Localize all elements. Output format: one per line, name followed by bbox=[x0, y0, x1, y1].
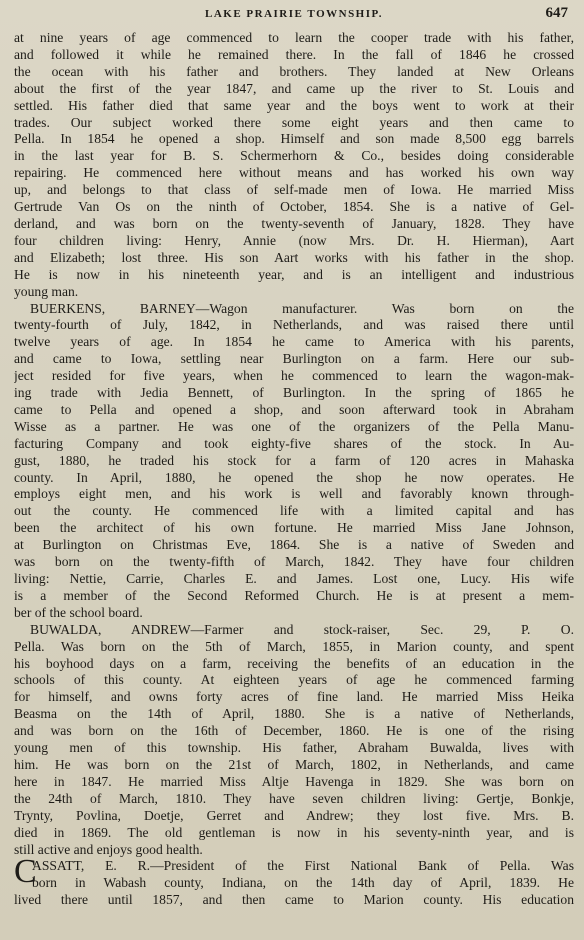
drop-cap: C bbox=[14, 853, 37, 891]
text-line: ber of the school board. bbox=[14, 604, 143, 620]
text-line: young man. bbox=[14, 283, 79, 299]
text-line: county. In April, 1880, he opened the shop he now operates. He bbox=[14, 469, 574, 485]
body-text bbox=[14, 30, 574, 909]
text-line: and Elizabeth; lost three. His son Aart works with his father in the shop. bbox=[14, 249, 574, 265]
text-line: Pella. Was born on the 5th of March, 1855, in Marion county, and spent bbox=[14, 638, 574, 654]
entry-heading-line: BUWALDA, ANDREW—Farmer and stock-raiser, Sec. 29, P. O. bbox=[30, 621, 574, 637]
text-line: was born on the twenty-fifth of March, 1842. They have four children bbox=[14, 554, 574, 570]
entry-heading-line: BUERKENS, BARNEY—Wagon manufacturer. Was born on the bbox=[30, 300, 574, 316]
text-line: came to Pella and opened a shop, and soon afterward took in Abraham bbox=[14, 401, 574, 417]
text-line: Trynty, Povlina, Doetje, Gerret and Andrew; they lost five. Mrs. B. bbox=[14, 807, 574, 823]
text-line: ject resided for five years, when he commenced to learn the wagon-mak- bbox=[14, 368, 574, 384]
text-line: twelve years of age. In 1854 he came to America with his parents, bbox=[14, 334, 574, 350]
text-line: living: Nettie, Carrie, Charles E. and James. Lost one, Lucy. His wife bbox=[14, 571, 574, 586]
text-line: the 24th of March, 1810. They have seven children living: Gertje, Bonkje, bbox=[14, 790, 574, 806]
text-line: gust, 1880, he traded his stock for a farm of 120 acres in Mahaska bbox=[14, 452, 574, 468]
text-line: schools of this county. At eighteen years of age he commenced farming bbox=[14, 672, 574, 688]
running-head bbox=[14, 4, 574, 30]
entry-buerkens bbox=[14, 301, 574, 622]
text-line: been the architect of his own fortune. He married Miss Jane Johnson, bbox=[14, 520, 574, 536]
text-line: died in 1869. The old gentleman is now in his seventy-ninth year, and is bbox=[14, 824, 574, 840]
text-line: Wisse as a partner. He was one of the organizers of the Pella Manu- bbox=[14, 418, 574, 434]
text-line: for himself, and owns forty acres of fine land. He married Miss Heika bbox=[14, 689, 574, 705]
text-line: derland, and was born on the twenty-seventh of January, 1828. They have bbox=[14, 215, 574, 231]
text-line: and followed it while he remained there. In the fall of 1846 he crossed bbox=[14, 46, 574, 62]
entry-continuation bbox=[14, 30, 574, 301]
text-line: He is now in his nineteenth year, and is an intelligent and industrious bbox=[14, 266, 574, 282]
text-line: the ocean with his father and brothers. They landed at New Orleans bbox=[14, 63, 574, 79]
text-line: Beasma on the 14th of April, 1880. She is a native of Netherlands, bbox=[14, 706, 574, 722]
text-line: out the county. He commenced life with a limited capital and has bbox=[14, 503, 574, 519]
running-title: LAKE PRAIRIE TOWNSHIP. bbox=[205, 8, 383, 20]
text-line: four children living: Henry, Annie (now Mrs. Dr. H. Hierman), Aart bbox=[14, 232, 574, 248]
text-line: repairing. He commenced here without means and has worked his own way bbox=[14, 165, 574, 181]
text-line: settled. His father died that same year and the boys went to work at their bbox=[14, 97, 574, 113]
text-line: him. He was born on the 21st of March, 1802, in Netherlands, and came bbox=[14, 756, 574, 772]
text-line: still active and enjoys good health. bbox=[14, 841, 203, 857]
text-line: and was born on the 16th of December, 1860. He is one of the rising bbox=[14, 723, 574, 739]
text-line: lived there until 1857, and then came to Marion county. His education bbox=[14, 892, 574, 908]
entry-buwalda bbox=[14, 622, 574, 859]
page-number: 647 bbox=[545, 5, 568, 21]
text-line: Pella. In 1854 he opened a shop. Himself and son made 8,500 egg barrels bbox=[14, 131, 574, 147]
entry-heading-line: ASSATT, E. R.—President of the First National Bank of Pella. Was bbox=[32, 858, 574, 874]
text-line: his boyhood days on a farm, receiving the benefits of an education in the bbox=[14, 655, 574, 671]
text-line: facturing Company and took eighty-five shares of the stock. In Au- bbox=[14, 435, 574, 451]
text-line: and came to Iowa, settling near Burlington on a farm. Here our sub- bbox=[14, 351, 574, 367]
text-line: ing trade with Jedia Bennett, of Burlington. In the spring of 1865 he bbox=[14, 385, 574, 401]
text-line: young men of this township. His father, Abraham Buwalda, lives with bbox=[14, 740, 574, 756]
text-line: here in 1847. He married Miss Altje Havenga in 1829. She was born on bbox=[14, 773, 574, 789]
text-line: up, and belongs to that class of self-made men of Iowa. He married Miss bbox=[14, 182, 574, 198]
text-line: twenty-fourth of July, 1842, in Netherlands, and was raised there until bbox=[14, 317, 574, 333]
text-line: born in Wabash county, Indiana, on the 14th day of April, 1839. He bbox=[32, 875, 574, 891]
text-line: is a member of the Second Reformed Church. He is at present a mem- bbox=[14, 587, 574, 603]
text-line: at Burlington on Christmas Eve, 1864. She is a native of Sweden and bbox=[14, 537, 574, 553]
text-line: about the first of the year 1847, and came up the river to St. Louis and bbox=[14, 80, 574, 96]
text-line: trades. Our subject worked there some eight years and then came to bbox=[14, 114, 574, 130]
text-line: employs eight men, and his work is well and favorably known through- bbox=[14, 486, 574, 502]
text-line: Gertrude Van Os on the ninth of October, 1854. She is a native of Gel- bbox=[14, 199, 574, 215]
entry-cassatt bbox=[14, 853, 574, 909]
text-line: at nine years of age commenced to learn the cooper trade with his father, bbox=[14, 30, 574, 45]
text-line: in the last year for B. S. Schermerhorn & Co., besides doing considerable bbox=[14, 148, 574, 164]
